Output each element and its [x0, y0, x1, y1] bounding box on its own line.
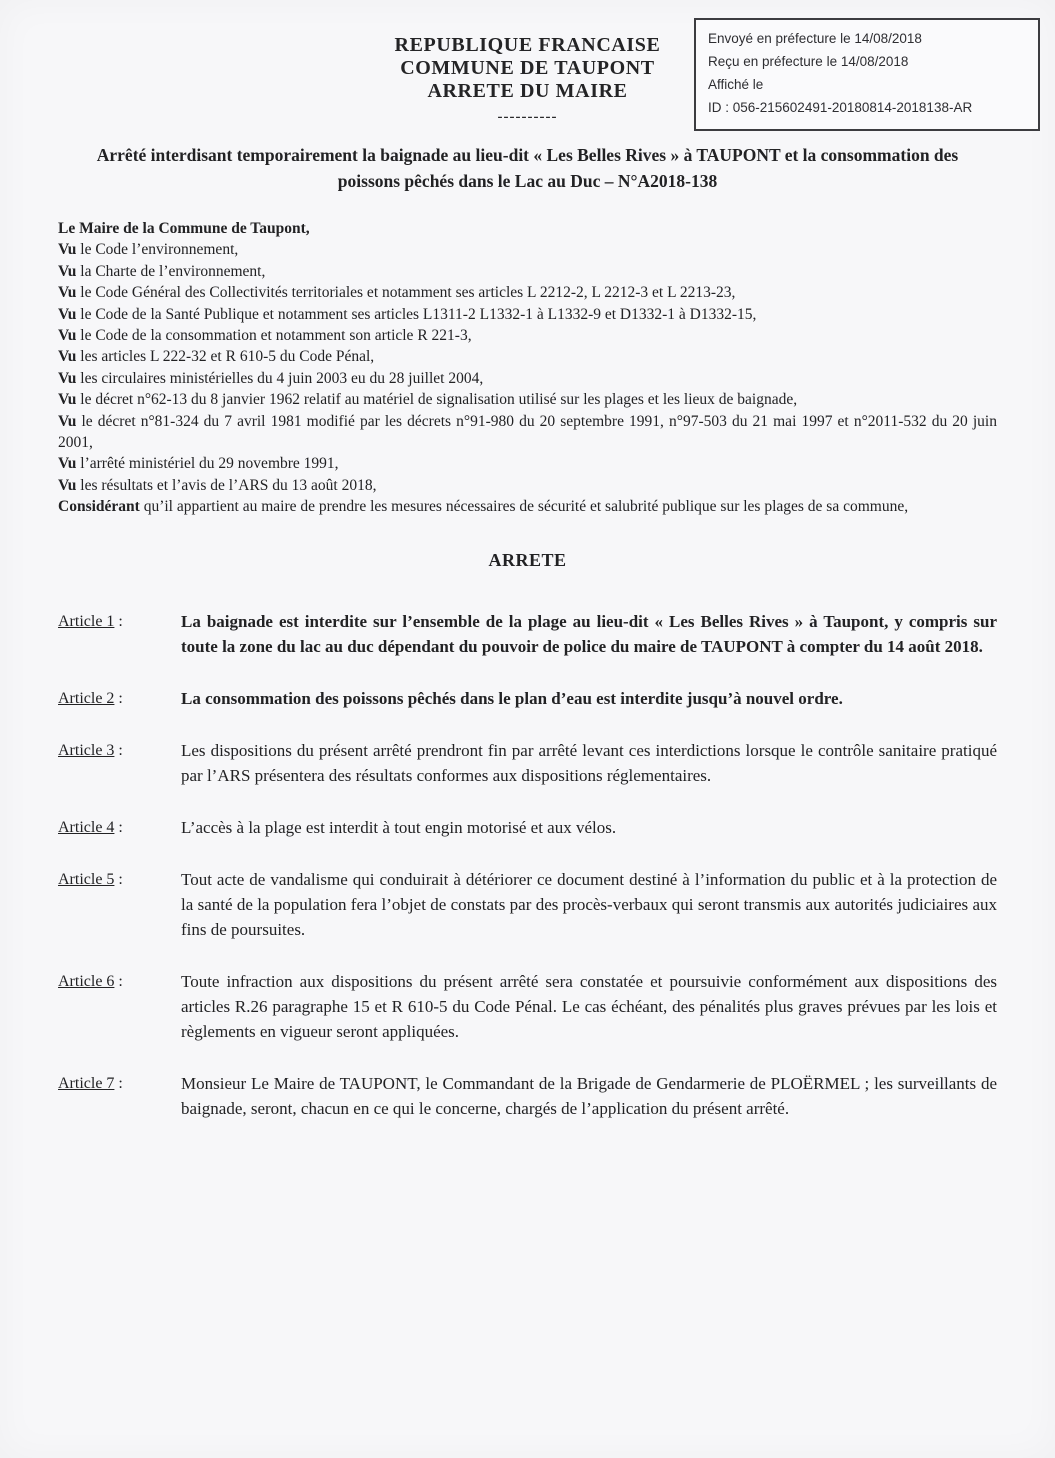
article-6-row [58, 969, 997, 1044]
clause-considerant [58, 496, 997, 517]
clause-lead: Vu [58, 476, 77, 494]
article-1-row [58, 609, 997, 659]
article-5-row [58, 867, 997, 942]
article-6-colon: : [114, 972, 123, 990]
stamp-sent-line: Envoyé en préfecture le 14/08/2018 [708, 31, 922, 46]
article-1-colon: : [114, 612, 123, 630]
articles-section [58, 609, 997, 1121]
clause-lead: Vu [58, 412, 77, 430]
article-7-colon: : [114, 1074, 123, 1092]
clause-vu-6 [58, 346, 997, 367]
article-7-label-text: Article 7 [58, 1074, 115, 1092]
clause-text: le décret n°81-324 du 7 avril 1981 modifié par les décrets n°91-980 du 20 septembre 1991, n°97-503 du 21 mai 1997 et n°2011-532 du 20 juin 2001, [58, 412, 997, 452]
clause-text: la Charte de l’environnement, [76, 262, 266, 280]
clause-vu-5 [58, 325, 997, 346]
article-5-label-text: Article 5 [58, 870, 115, 888]
clause-vu-1 [58, 239, 997, 260]
preamble [58, 218, 997, 518]
article-2-row [58, 686, 997, 711]
clause-lead: Vu [58, 305, 77, 323]
article-5-label [58, 867, 181, 892]
clause-lead: Vu [58, 284, 77, 302]
clause-vu-10 [58, 453, 997, 474]
article-2-label-text: Article 2 [58, 689, 115, 707]
clause-vu-2 [58, 261, 997, 282]
clause-vu-3 [58, 282, 997, 303]
article-6-label [58, 969, 181, 994]
clause-vu-4 [58, 304, 997, 325]
stamp-received-line: Reçu en préfecture le 14/08/2018 [708, 54, 909, 69]
clause-text: le Code de la Santé Publique et notamment ses articles L1311-2 L1332-1 à L1332-9 et D1332-1 à D1332-15, [76, 305, 757, 323]
article-1-label-text: Article 1 [58, 612, 115, 630]
clause-text: le Code l’environnement, [76, 241, 239, 259]
article-7-row [58, 1071, 997, 1121]
clause-text: l’arrêté ministériel du 29 novembre 1991, [76, 455, 339, 473]
stamp-id-line: ID : 056-215602491-20180814-2018138-AR [708, 100, 973, 115]
article-4-colon: : [114, 818, 123, 836]
arrete-heading: ARRETE [488, 549, 567, 570]
article-3-label-text: Article 3 [58, 741, 115, 759]
clause-vu-11 [58, 475, 997, 496]
clause-lead: Vu [58, 369, 77, 387]
document-title: Arrêté interdisant temporairement la baignade au lieu-dit « Les Belles Rives » à TAUPONT et la consommation des poissons pêchés dans le Lac au Duc – N°A2018-138 [96, 145, 959, 191]
clause-lead: Vu [58, 327, 77, 345]
article-4-text: L’accès à la plage est interdit à tout engin motorisé et aux vélos. [181, 817, 617, 837]
clause-vu-8 [58, 389, 997, 410]
article-5-colon: : [114, 870, 123, 888]
header-commune: COMMUNE DE TAUPONT [400, 57, 655, 79]
header-arrete-du-maire: ARRETE DU MAIRE [427, 80, 628, 102]
article-5-text: Tout acte de vandalisme qui conduirait à détériorer ce document destiné à l’information du public et à la protection de la santé de la population fera l’objet de constats par des procès-verbaux qui seront transmis aux autorités judiciaires aux fins de poursuites. [181, 869, 997, 939]
clause-lead: Vu [58, 391, 77, 409]
article-4-label-text: Article 4 [58, 818, 115, 836]
clause-lead: Vu [58, 241, 77, 259]
article-2-label [58, 686, 181, 711]
article-2-colon: : [114, 689, 123, 707]
preamble-opening [58, 218, 997, 239]
clause-vu-7 [58, 368, 997, 389]
clause-vu-9 [58, 411, 997, 454]
clause-text: qu’il appartient au maire de prendre les mesures nécessaires de sécurité et salubrité publique sur les plages de sa commune, [139, 498, 909, 516]
clause-lead: Considérant [58, 498, 140, 516]
dashed-separator: ---------- [497, 109, 558, 125]
clause-text: les articles L 222-32 et R 610-5 du Code Pénal, [76, 348, 375, 366]
clause-lead: Vu [58, 348, 77, 366]
article-7-text: Monsieur Le Maire de TAUPONT, le Commandant de la Brigade de Gendarmerie de PLOËRMEL ; les surveillants de baignade, seront, chacun en ce qui le concerne, chargés de l’application du présent arrêté. [181, 1073, 997, 1118]
clause-lead: Vu [58, 262, 77, 280]
article-6-text: Toute infraction aux dispositions du présent arrêté sera constatée et poursuivie conformément aux dispositions des articles R.26 paragraphe 15 et R 610-5 du Code Pénal. Le cas échéant, des pénalités plus graves prévues par les lois et règlements en vigueur seront appliquées. [181, 971, 997, 1041]
article-3-text: Les dispositions du présent arrêté prendront fin par arrêté levant ces interdictions lorsque le contrôle sanitaire pratiqué par l’ARS présentera des résultats conformes aux dispositions réglementaires. [181, 740, 997, 785]
stamp-posted-line: Affiché le [708, 77, 764, 92]
prefecture-stamp-box [694, 18, 1040, 131]
article-4-label [58, 815, 181, 840]
clause-text: le décret n°62-13 du 8 janvier 1962 relatif au matériel de signalisation utilisé sur les plages et les lieux de baignade, [76, 391, 798, 409]
article-4-row [58, 815, 997, 840]
clause-text: le Code Général des Collectivités territoriales et notamment ses articles L 2212-2, L 2212-3 et L 2213-23, [76, 284, 736, 302]
article-3-colon: : [114, 741, 123, 759]
article-3-row [58, 738, 997, 788]
article-2-text: La consommation des poissons pêchés dans le plan d’eau est interdite jusqu’à nouvel ordre. [181, 688, 843, 708]
clause-text: le Code de la consommation et notamment son article R 221-3, [76, 327, 472, 345]
header-republique: REPUBLIQUE FRANCAISE [394, 34, 661, 56]
article-7-label [58, 1071, 181, 1096]
clause-lead: Vu [58, 455, 77, 473]
article-1-text: La baignade est interdite sur l’ensemble de la plage au lieu-dit « Les Belles Rives » à Taupont, y compris sur toute la zone du lac au duc dépendant du pouvoir de police du maire de TAUPONT à compter du 14 août 2018. [181, 611, 997, 656]
article-1-label [58, 609, 181, 634]
article-6-label-text: Article 6 [58, 972, 115, 990]
clause-text: les résultats et l’avis de l’ARS du 13 août 2018, [76, 476, 377, 494]
clause-text: les circulaires ministérielles du 4 juin 2003 eu du 28 juillet 2004, [76, 369, 484, 387]
article-3-label [58, 738, 181, 763]
opening-text: Le Maire de la Commune de Taupont, [58, 220, 310, 237]
